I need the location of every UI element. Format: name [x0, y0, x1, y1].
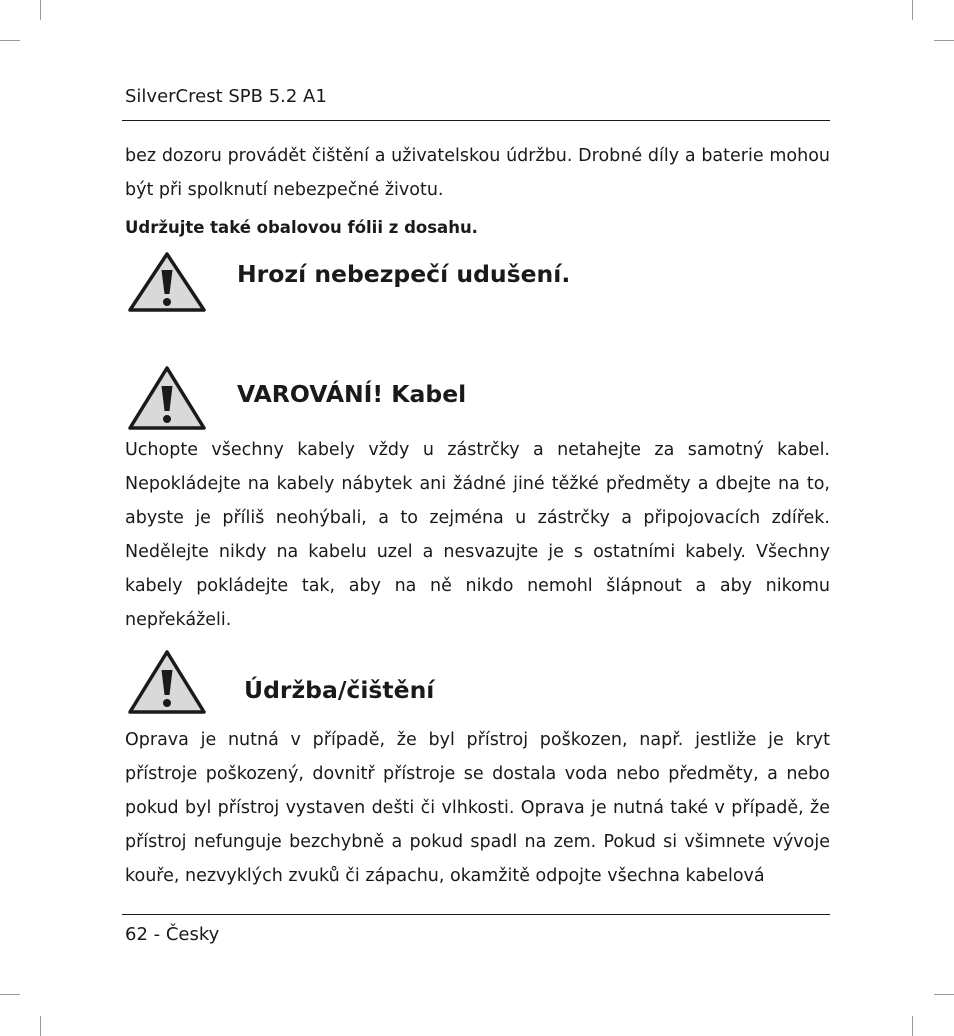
- crop-mark: [912, 1016, 913, 1036]
- warning-triangle-icon: [127, 648, 207, 716]
- page-footer: 62 - Česky: [125, 924, 220, 945]
- heading-maintenance: Údržba/čištění: [244, 676, 435, 704]
- page-header: SilverCrest SPB 5.2 A1: [125, 86, 327, 107]
- heading-suffocation: Hrozí nebezpečí udušení.: [237, 260, 571, 288]
- crop-mark: [912, 0, 913, 20]
- footer-rule: [122, 914, 830, 915]
- crop-mark: [0, 40, 20, 41]
- crop-mark: [40, 1016, 41, 1036]
- intro-paragraph: bez dozoru provádět čištění a uživatelskou údržbu. Drobné díly a baterie mohou být při spolknutí nebezpečné životu.: [125, 146, 830, 200]
- crop-mark: [934, 994, 954, 995]
- header-rule: [122, 120, 830, 121]
- foil-note: Udržujte také obalovou fólii z dosahu.: [125, 218, 478, 237]
- crop-mark: [40, 0, 41, 20]
- heading-cable-warning: VAROVÁNÍ! Kabel: [237, 380, 467, 408]
- warning-triangle-icon: [127, 250, 207, 314]
- crop-mark: [934, 40, 954, 41]
- crop-mark: [0, 994, 20, 995]
- maintenance-paragraph: Oprava je nutná v případě, že byl přístroj poškozen, např. jestliže je kryt přístroje poškozený, dovnitř přístroje se dostala voda nebo předměty, a nebo pokud byl přístroj vystaven dešti či vlhkosti. Oprava je nutná také v případě, že přístroj nefunguje bezchybně a pokud spadl na zem. Pokud si všimnete vývoje kouře, nezvyklých zvuků či zápachu, okamžitě odpojte všechna kabelová: [125, 730, 830, 886]
- warning-triangle-icon: [127, 364, 207, 432]
- cable-paragraph: Uchopte všechny kabely vždy u zástrčky a netahejte za samotný kabel. Nepokládejte na kabely nábytek ani žádné jiné těžké předměty a dbejte na to, abyste je příliš neohýbali, a to zejména u zástrčky a připojovacích zdířek. Nedělejte nikdy na kabelu uzel a nesvazujte je s ostatními kabely. Všechny kabely pokládejte tak, aby na ně nikdo nemohl šlápnout a aby nikomu nepřekáželi.: [125, 440, 830, 630]
